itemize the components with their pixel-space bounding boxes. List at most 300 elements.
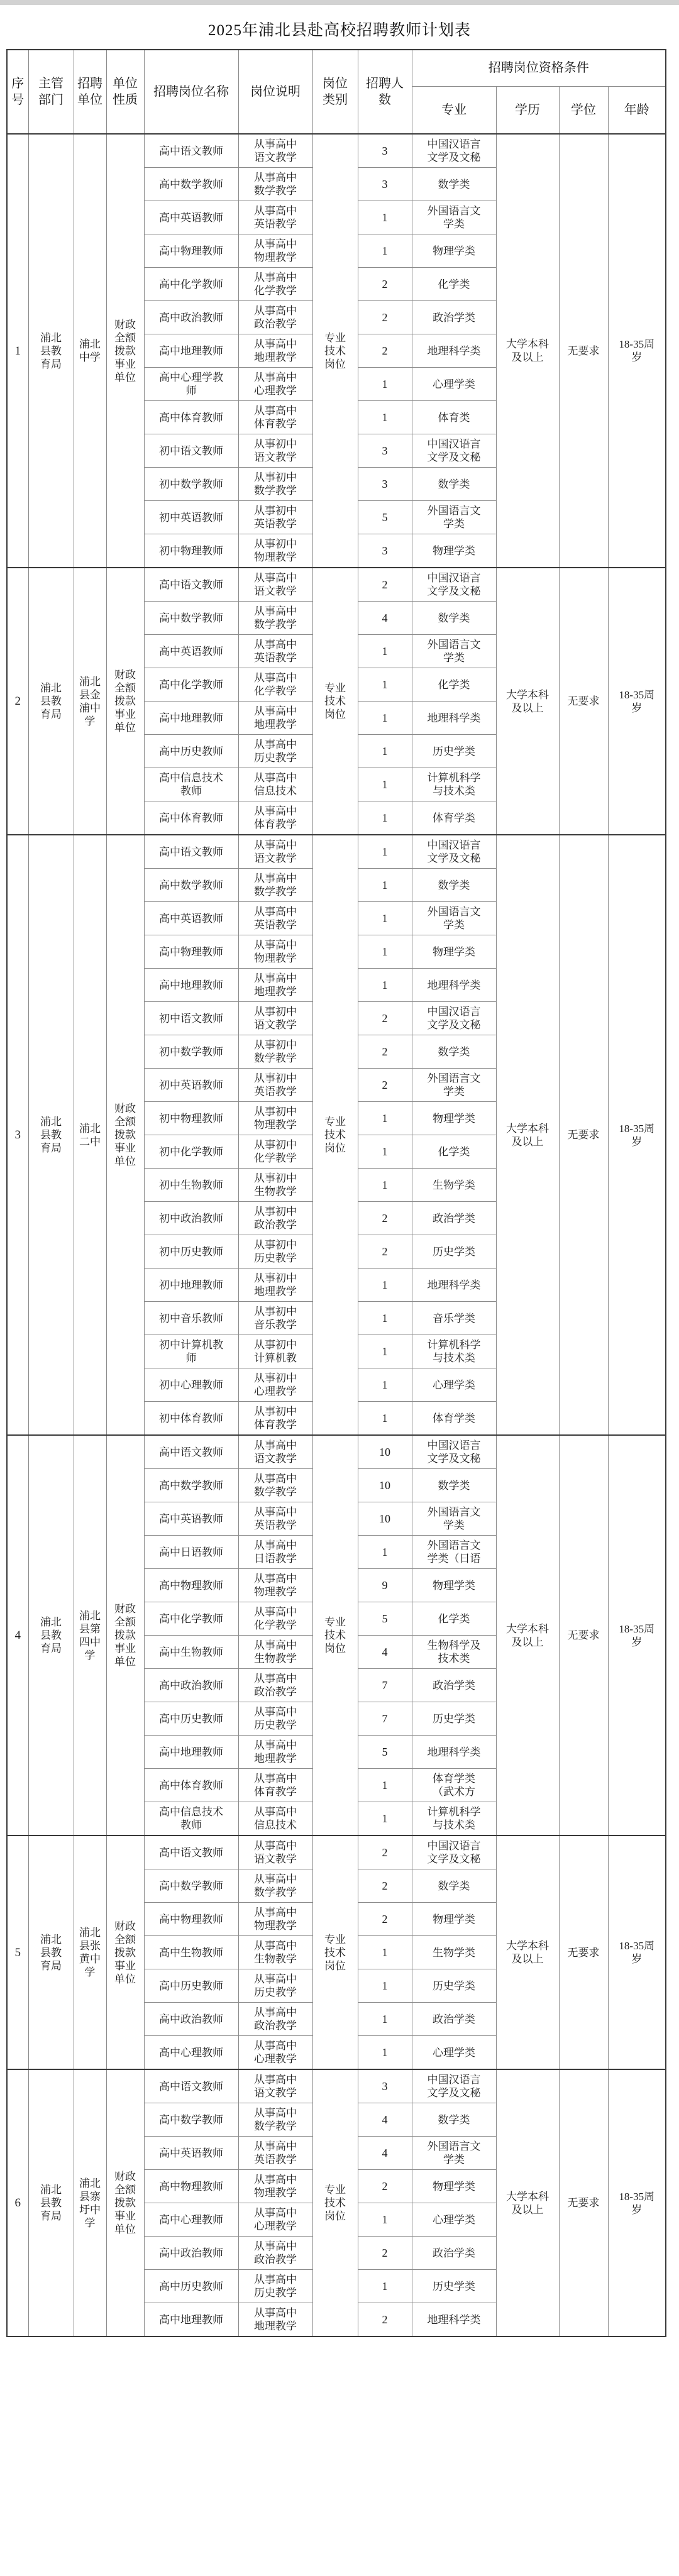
- major-cell: 体育学类: [412, 1402, 496, 1436]
- major-cell: 计算机科学与技术类: [412, 1802, 496, 1836]
- position-desc-cell: 从事初中英语教学: [238, 1069, 312, 1102]
- position-desc-cell: 从事高中地理教学: [238, 2303, 312, 2337]
- major-cell: 心理学类: [412, 2036, 496, 2070]
- age-cell: 18-35周岁: [608, 568, 666, 835]
- major-cell: 化学类: [412, 268, 496, 301]
- count-cell: 1: [358, 835, 412, 869]
- major-cell: 历史学类: [412, 735, 496, 768]
- count-cell: 1: [358, 1802, 412, 1836]
- major-cell: 外国语言文学类: [412, 1069, 496, 1102]
- count-cell: 1: [358, 2203, 412, 2237]
- major-cell: 地理科学类: [412, 1736, 496, 1769]
- position-name-cell: 初中生物教师: [144, 1169, 238, 1202]
- position-name-cell: 高中物理教师: [144, 1569, 238, 1602]
- position-desc-cell: 从事高中体育教学: [238, 1769, 312, 1802]
- position-name-cell: 高中历史教师: [144, 2270, 238, 2303]
- position-desc-cell: 从事高中语文教学: [238, 568, 312, 602]
- position-row: [7, 835, 666, 869]
- count-cell: 2: [358, 568, 412, 602]
- col-header-employer: 招聘单位: [74, 50, 106, 134]
- category-cell: 专业技术岗位: [312, 1435, 358, 1836]
- position-desc-cell: 从事高中心理教学: [238, 368, 312, 401]
- degree-cell: 无要求: [559, 568, 608, 835]
- position-desc-cell: 从事初中化学教学: [238, 1135, 312, 1169]
- major-cell: 中国汉语言文学及文秘: [412, 568, 496, 602]
- count-cell: 2: [358, 1202, 412, 1235]
- major-cell: 中国汉语言文学及文秘: [412, 1435, 496, 1469]
- position-desc-cell: 从事高中语文教学: [238, 2069, 312, 2103]
- count-cell: 2: [358, 1002, 412, 1035]
- position-name-cell: 初中计算机教师: [144, 1335, 238, 1368]
- position-desc-cell: 从事高中语文教学: [238, 835, 312, 869]
- position-name-cell: 高中语文教师: [144, 835, 238, 869]
- position-name-cell: 高中历史教师: [144, 1969, 238, 2003]
- employer-cell: 浦北县张黄中学: [74, 1836, 106, 2069]
- major-cell: 物理学类: [412, 2170, 496, 2203]
- count-cell: 1: [358, 1368, 412, 1402]
- position-desc-cell: 从事高中数学教学: [238, 1869, 312, 1903]
- category-cell: 专业技术岗位: [312, 134, 358, 568]
- position-name-cell: 高中数学教师: [144, 2103, 238, 2137]
- count-cell: 3: [358, 134, 412, 168]
- scan-artifact-strip: [0, 0, 679, 5]
- education-cell: 大学本科及以上: [496, 1435, 559, 1836]
- department-cell: 浦北县教育局: [28, 835, 74, 1435]
- col-header-count: 招聘人数: [358, 50, 412, 134]
- plan-table-body: [7, 134, 666, 2337]
- major-cell: 心理学类: [412, 368, 496, 401]
- major-cell: 历史学类: [412, 1969, 496, 2003]
- major-cell: 地理科学类: [412, 2303, 496, 2337]
- count-cell: 1: [358, 2003, 412, 2036]
- position-desc-cell: 从事初中历史教学: [238, 1235, 312, 1269]
- position-name-cell: 高中日语教师: [144, 1536, 238, 1569]
- count-cell: 1: [358, 768, 412, 801]
- department-cell: 浦北县教育局: [28, 134, 74, 568]
- count-cell: 3: [358, 2069, 412, 2103]
- major-cell: 数学类: [412, 168, 496, 201]
- count-cell: 3: [358, 168, 412, 201]
- count-cell: 1: [358, 201, 412, 234]
- position-desc-cell: 从事高中英语教学: [238, 635, 312, 668]
- position-name-cell: 高中数学教师: [144, 168, 238, 201]
- major-cell: 政治学类: [412, 1669, 496, 1702]
- count-cell: 2: [358, 301, 412, 334]
- col-header-no: 序号: [7, 50, 28, 134]
- position-desc-cell: 从事高中生物教学: [238, 1936, 312, 1969]
- position-row: [7, 1435, 666, 1469]
- employer-cell: 浦北二中: [74, 835, 106, 1435]
- position-name-cell: 高中地理教师: [144, 969, 238, 1002]
- count-cell: 9: [358, 1569, 412, 1602]
- position-desc-cell: 从事高中政治教学: [238, 2003, 312, 2036]
- department-cell: 浦北县教育局: [28, 2069, 74, 2337]
- col-header-unit-type: 单位性质: [106, 50, 144, 134]
- major-cell: 外国语言文学类: [412, 501, 496, 534]
- position-name-cell: 高中生物教师: [144, 1636, 238, 1669]
- position-desc-cell: 从事初中音乐教学: [238, 1302, 312, 1335]
- count-cell: 1: [358, 1135, 412, 1169]
- unit-type-cell: 财政全额拨款事业单位: [106, 1435, 144, 1836]
- recruitment-plan-table: [6, 49, 666, 2337]
- count-cell: 4: [358, 2137, 412, 2170]
- count-cell: 2: [358, 2303, 412, 2337]
- col-header-education: 学历: [496, 86, 559, 134]
- major-cell: 计算机科学与技术类: [412, 1335, 496, 1368]
- count-cell: 1: [358, 702, 412, 735]
- position-desc-cell: 从事高中物理教学: [238, 234, 312, 268]
- position-desc-cell: 从事高中数学教学: [238, 602, 312, 635]
- age-cell: 18-35周岁: [608, 1435, 666, 1836]
- position-name-cell: 高中物理教师: [144, 234, 238, 268]
- position-name-cell: 初中物理教师: [144, 1102, 238, 1135]
- position-name-cell: 初中体育教师: [144, 1402, 238, 1436]
- major-cell: 数学类: [412, 1869, 496, 1903]
- serial-cell: 2: [7, 568, 28, 835]
- position-desc-cell: 从事高中政治教学: [238, 1669, 312, 1702]
- count-cell: 1: [358, 1536, 412, 1569]
- unit-type-cell: 财政全额拨款事业单位: [106, 134, 144, 568]
- count-cell: 7: [358, 1669, 412, 1702]
- position-name-cell: 高中英语教师: [144, 201, 238, 234]
- major-cell: 物理学类: [412, 534, 496, 568]
- major-cell: 物理学类: [412, 1569, 496, 1602]
- education-cell: 大学本科及以上: [496, 2069, 559, 2337]
- position-name-cell: 初中语文教师: [144, 434, 238, 468]
- major-cell: 地理科学类: [412, 702, 496, 735]
- count-cell: 1: [358, 1269, 412, 1302]
- position-name-cell: 高中化学教师: [144, 668, 238, 702]
- count-cell: 1: [358, 935, 412, 969]
- major-cell: 化学类: [412, 1602, 496, 1636]
- position-desc-cell: 从事高中政治教学: [238, 2237, 312, 2270]
- position-desc-cell: 从事高中信息技术: [238, 768, 312, 801]
- major-cell: 心理学类: [412, 1368, 496, 1402]
- count-cell: 3: [358, 534, 412, 568]
- count-cell: 2: [358, 1836, 412, 1869]
- position-desc-cell: 从事高中物理教学: [238, 935, 312, 969]
- education-cell: 大学本科及以上: [496, 568, 559, 835]
- position-name-cell: 高中数学教师: [144, 1869, 238, 1903]
- position-name-cell: 高中英语教师: [144, 1502, 238, 1536]
- count-cell: 1: [358, 2270, 412, 2303]
- col-header-position-desc: 岗位说明: [238, 50, 312, 134]
- position-name-cell: 高中历史教师: [144, 735, 238, 768]
- department-cell: 浦北县教育局: [28, 1435, 74, 1836]
- position-desc-cell: 从事初中生物教学: [238, 1169, 312, 1202]
- position-desc-cell: 从事高中物理教学: [238, 1903, 312, 1936]
- position-desc-cell: 从事初中体育教学: [238, 1402, 312, 1436]
- position-desc-cell: 从事初中数学教学: [238, 468, 312, 501]
- count-cell: 1: [358, 969, 412, 1002]
- count-cell: 2: [358, 1035, 412, 1069]
- position-name-cell: 高中地理教师: [144, 702, 238, 735]
- count-cell: 1: [358, 2036, 412, 2070]
- employer-cell: 浦北县寨圩中学: [74, 2069, 106, 2337]
- position-name-cell: 高中化学教师: [144, 1602, 238, 1636]
- degree-cell: 无要求: [559, 835, 608, 1435]
- document-title: 2025年浦北县赴高校招聘教师计划表: [207, 22, 471, 39]
- position-name-cell: 初中数学教师: [144, 468, 238, 501]
- count-cell: 10: [358, 1502, 412, 1536]
- count-cell: 4: [358, 2103, 412, 2137]
- position-desc-cell: 从事高中化学教学: [238, 268, 312, 301]
- position-name-cell: 高中心理教师: [144, 2036, 238, 2070]
- major-cell: 物理学类: [412, 1102, 496, 1135]
- position-name-cell: 高中英语教师: [144, 902, 238, 935]
- count-cell: 4: [358, 602, 412, 635]
- major-cell: 化学类: [412, 1135, 496, 1169]
- position-desc-cell: 从事高中语文教学: [238, 1836, 312, 1869]
- count-cell: 1: [358, 1936, 412, 1969]
- position-name-cell: 高中数学教师: [144, 602, 238, 635]
- major-cell: 物理学类: [412, 234, 496, 268]
- col-header-position-name: 招聘岗位名称: [144, 50, 238, 134]
- unit-type-cell: 财政全额拨款事业单位: [106, 2069, 144, 2337]
- position-desc-cell: 从事初中地理教学: [238, 1269, 312, 1302]
- major-cell: 中国汉语言文学及文秘: [412, 835, 496, 869]
- category-cell: 专业技术岗位: [312, 2069, 358, 2337]
- position-name-cell: 高中政治教师: [144, 1669, 238, 1702]
- position-name-cell: 高中信息技术教师: [144, 768, 238, 801]
- position-desc-cell: 从事高中数学教学: [238, 869, 312, 902]
- count-cell: 1: [358, 1302, 412, 1335]
- position-name-cell: 初中音乐教师: [144, 1302, 238, 1335]
- major-cell: 历史学类: [412, 2270, 496, 2303]
- major-cell: 数学类: [412, 602, 496, 635]
- major-cell: 数学类: [412, 468, 496, 501]
- count-cell: 1: [358, 1169, 412, 1202]
- degree-cell: 无要求: [559, 134, 608, 568]
- position-desc-cell: 从事高中地理教学: [238, 969, 312, 1002]
- position-desc-cell: 从事初中数学教学: [238, 1035, 312, 1069]
- count-cell: 2: [358, 2170, 412, 2203]
- major-cell: 外国语言文学类: [412, 201, 496, 234]
- position-desc-cell: 从事高中体育教学: [238, 401, 312, 434]
- position-row: [7, 568, 666, 602]
- count-cell: 1: [358, 735, 412, 768]
- major-cell: 体育类: [412, 401, 496, 434]
- major-cell: 数学类: [412, 2103, 496, 2137]
- employer-cell: 浦北县第四中学: [74, 1435, 106, 1836]
- major-cell: 历史学类: [412, 1702, 496, 1736]
- position-name-cell: 初中化学教师: [144, 1135, 238, 1169]
- count-cell: 2: [358, 1869, 412, 1903]
- count-cell: 2: [358, 1235, 412, 1269]
- position-name-cell: 高中化学教师: [144, 268, 238, 301]
- major-cell: 音乐学类: [412, 1302, 496, 1335]
- major-cell: 数学类: [412, 1035, 496, 1069]
- position-desc-cell: 从事初中英语教学: [238, 501, 312, 534]
- position-name-cell: 高中政治教师: [144, 2237, 238, 2270]
- position-name-cell: 初中地理教师: [144, 1269, 238, 1302]
- count-cell: 1: [358, 234, 412, 268]
- position-name-cell: 高中数学教师: [144, 1469, 238, 1502]
- count-cell: 4: [358, 1636, 412, 1669]
- major-cell: 政治学类: [412, 2237, 496, 2270]
- position-name-cell: 高中英语教师: [144, 635, 238, 668]
- position-name-cell: 高中物理教师: [144, 935, 238, 969]
- position-desc-cell: 从事高中英语教学: [238, 2137, 312, 2170]
- count-cell: 2: [358, 1069, 412, 1102]
- employer-cell: 浦北县金浦中学: [74, 568, 106, 835]
- count-cell: 1: [358, 668, 412, 702]
- position-desc-cell: 从事高中地理教学: [238, 702, 312, 735]
- count-cell: 1: [358, 869, 412, 902]
- degree-cell: 无要求: [559, 1435, 608, 1836]
- serial-cell: 3: [7, 835, 28, 1435]
- major-cell: 生物学类: [412, 1169, 496, 1202]
- position-name-cell: 初中数学教师: [144, 1035, 238, 1069]
- major-cell: 外国语言文学类: [412, 635, 496, 668]
- serial-cell: 4: [7, 1435, 28, 1836]
- position-desc-cell: 从事初中物理教学: [238, 1102, 312, 1135]
- count-cell: 3: [358, 434, 412, 468]
- major-cell: 生物科学及技术类: [412, 1636, 496, 1669]
- employer-cell: 浦北中学: [74, 134, 106, 568]
- major-cell: 外国语言文学类: [412, 902, 496, 935]
- degree-cell: 无要求: [559, 2069, 608, 2337]
- position-desc-cell: 从事高中英语教学: [238, 902, 312, 935]
- major-cell: 政治学类: [412, 2003, 496, 2036]
- position-desc-cell: 从事初中心理教学: [238, 1368, 312, 1402]
- position-name-cell: 高中物理教师: [144, 1903, 238, 1936]
- position-name-cell: 高中历史教师: [144, 1702, 238, 1736]
- unit-type-cell: 财政全额拨款事业单位: [106, 568, 144, 835]
- count-cell: 1: [358, 1335, 412, 1368]
- major-cell: 中国汉语言文学及文秘: [412, 2069, 496, 2103]
- position-desc-cell: 从事高中历史教学: [238, 1702, 312, 1736]
- age-cell: 18-35周岁: [608, 2069, 666, 2337]
- position-desc-cell: 从事高中政治教学: [238, 301, 312, 334]
- major-cell: 外国语言文学类: [412, 1502, 496, 1536]
- position-name-cell: 高中语文教师: [144, 1435, 238, 1469]
- major-cell: 地理科学类: [412, 969, 496, 1002]
- count-cell: 10: [358, 1435, 412, 1469]
- position-desc-cell: 从事高中地理教学: [238, 1736, 312, 1769]
- count-cell: 5: [358, 501, 412, 534]
- position-name-cell: 高中政治教师: [144, 2003, 238, 2036]
- major-cell: 中国汉语言文学及文秘: [412, 434, 496, 468]
- count-cell: 3: [358, 468, 412, 501]
- position-name-cell: 高中心理教师: [144, 2203, 238, 2237]
- age-cell: 18-35周岁: [608, 1836, 666, 2069]
- count-cell: 1: [358, 368, 412, 401]
- major-cell: 中国汉语言文学及文秘: [412, 1002, 496, 1035]
- position-name-cell: 高中地理教师: [144, 1736, 238, 1769]
- count-cell: 7: [358, 1702, 412, 1736]
- position-desc-cell: 从事高中英语教学: [238, 1502, 312, 1536]
- position-name-cell: 初中英语教师: [144, 501, 238, 534]
- category-cell: 专业技术岗位: [312, 835, 358, 1435]
- count-cell: 1: [358, 1402, 412, 1436]
- position-name-cell: 高中地理教师: [144, 2303, 238, 2337]
- position-desc-cell: 从事初中语文教学: [238, 1002, 312, 1035]
- position-name-cell: 高中物理教师: [144, 2170, 238, 2203]
- position-desc-cell: 从事初中物理教学: [238, 534, 312, 568]
- major-cell: 体育学类（武术方: [412, 1769, 496, 1802]
- position-name-cell: 初中心理教师: [144, 1368, 238, 1402]
- position-name-cell: 高中体育教师: [144, 801, 238, 835]
- position-desc-cell: 从事高中化学教学: [238, 668, 312, 702]
- position-desc-cell: 从事高中英语教学: [238, 201, 312, 234]
- position-name-cell: 高中英语教师: [144, 2137, 238, 2170]
- position-name-cell: 高中生物教师: [144, 1936, 238, 1969]
- position-desc-cell: 从事初中政治教学: [238, 1202, 312, 1235]
- position-name-cell: 高中数学教师: [144, 869, 238, 902]
- col-header-qualification: 招聘岗位资格条件: [412, 50, 666, 86]
- position-desc-cell: 从事高中生物教学: [238, 1636, 312, 1669]
- count-cell: 5: [358, 1736, 412, 1769]
- position-row: [7, 134, 666, 168]
- position-name-cell: 高中体育教师: [144, 401, 238, 434]
- education-cell: 大学本科及以上: [496, 835, 559, 1435]
- position-desc-cell: 从事高中历史教学: [238, 735, 312, 768]
- position-name-cell: 初中语文教师: [144, 1002, 238, 1035]
- count-cell: 2: [358, 268, 412, 301]
- major-cell: 生物学类: [412, 1936, 496, 1969]
- position-desc-cell: 从事高中日语教学: [238, 1536, 312, 1569]
- count-cell: 1: [358, 1769, 412, 1802]
- col-header-degree: 学位: [559, 86, 608, 134]
- count-cell: 5: [358, 1602, 412, 1636]
- major-cell: 地理科学类: [412, 334, 496, 368]
- degree-cell: 无要求: [559, 1836, 608, 2069]
- position-desc-cell: 从事高中历史教学: [238, 2270, 312, 2303]
- header-row-1: [7, 50, 666, 86]
- unit-type-cell: 财政全额拨款事业单位: [106, 1836, 144, 2069]
- position-row: [7, 2069, 666, 2103]
- position-name-cell: 初中物理教师: [144, 534, 238, 568]
- count-cell: 2: [358, 334, 412, 368]
- serial-cell: 5: [7, 1836, 28, 2069]
- position-desc-cell: 从事高中心理教学: [238, 2036, 312, 2070]
- count-cell: 1: [358, 801, 412, 835]
- position-name-cell: 高中语文教师: [144, 2069, 238, 2103]
- education-cell: 大学本科及以上: [496, 1836, 559, 2069]
- count-cell: 1: [358, 401, 412, 434]
- major-cell: 外国语言文学类: [412, 2137, 496, 2170]
- position-name-cell: 高中语文教师: [144, 134, 238, 168]
- position-desc-cell: 从事高中体育教学: [238, 801, 312, 835]
- col-header-category: 岗位类别: [312, 50, 358, 134]
- position-name-cell: 初中历史教师: [144, 1235, 238, 1269]
- major-cell: 计算机科学与技术类: [412, 768, 496, 801]
- position-desc-cell: 从事高中地理教学: [238, 334, 312, 368]
- position-desc-cell: 从事高中数学教学: [238, 2103, 312, 2137]
- department-cell: 浦北县教育局: [28, 1836, 74, 2069]
- major-cell: 历史学类: [412, 1235, 496, 1269]
- position-row: [7, 1836, 666, 1869]
- count-cell: 1: [358, 635, 412, 668]
- position-name-cell: 高中体育教师: [144, 1769, 238, 1802]
- position-name-cell: 高中信息技术教师: [144, 1802, 238, 1836]
- position-desc-cell: 从事高中历史教学: [238, 1969, 312, 2003]
- count-cell: 2: [358, 2237, 412, 2270]
- position-desc-cell: 从事初中语文教学: [238, 434, 312, 468]
- age-cell: 18-35周岁: [608, 835, 666, 1435]
- major-cell: 体育学类: [412, 801, 496, 835]
- serial-cell: 6: [7, 2069, 28, 2337]
- count-cell: 1: [358, 902, 412, 935]
- category-cell: 专业技术岗位: [312, 568, 358, 835]
- count-cell: 10: [358, 1469, 412, 1502]
- col-header-major: 专业: [412, 86, 496, 134]
- major-cell: 政治学类: [412, 301, 496, 334]
- position-name-cell: 高中心理学教师: [144, 368, 238, 401]
- education-cell: 大学本科及以上: [496, 134, 559, 568]
- department-cell: 浦北县教育局: [28, 568, 74, 835]
